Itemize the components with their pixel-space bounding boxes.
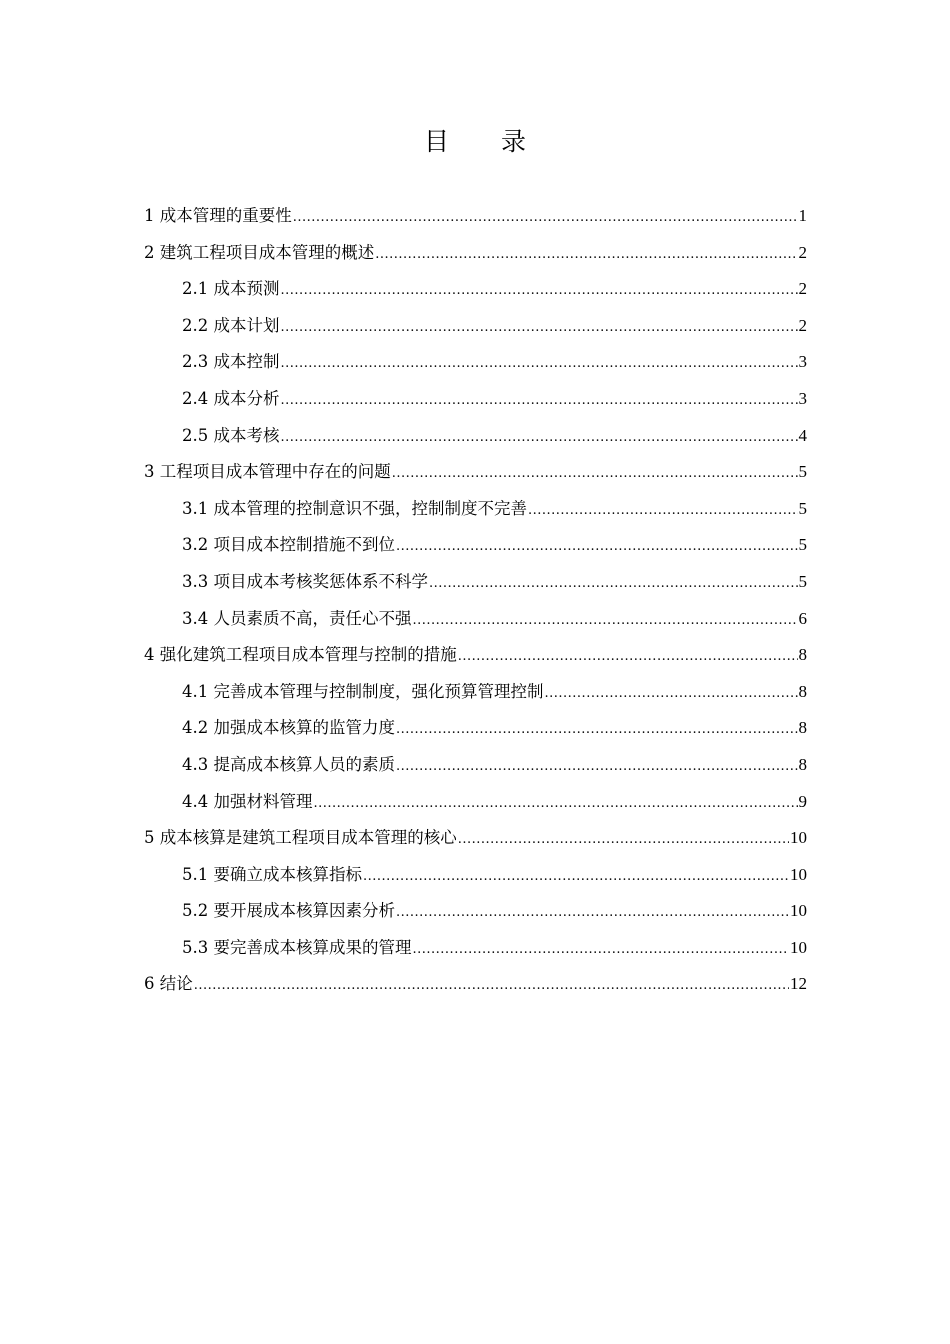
toc-entry[interactable]	[144, 784, 807, 821]
toc-entry-page-number: 10	[790, 937, 807, 957]
toc-entry-text: 4 强化建筑工程项目成本管理与控制的措施	[144, 645, 457, 665]
toc-entry-text: 2.5 成本考核	[182, 425, 280, 445]
toc-entry[interactable]	[144, 930, 807, 967]
toc-entry[interactable]	[144, 857, 807, 894]
toc-entry-page-number: 6	[798, 608, 807, 628]
toc-dot-leader	[375, 237, 797, 274]
toc-entry[interactable]	[144, 235, 807, 272]
toc-title: 目 录	[424, 127, 548, 156]
toc-entry-text: 3.1 成本管理的控制意识不强，控制制度不完善	[182, 498, 527, 518]
toc-dot-leader	[281, 273, 798, 310]
toc-dot-leader	[194, 968, 789, 1005]
toc-dot-leader	[363, 859, 789, 896]
toc-entry-page-number: 2	[798, 242, 807, 262]
toc-entry-text: 2 建筑工程项目成本管理的概述	[144, 242, 375, 262]
toc-entry-page-number: 2	[798, 315, 807, 335]
toc-entry-text: 4.1 完善成本管理与控制制度，强化预算管理控制	[182, 681, 544, 701]
toc-entry-text: 5 成本核算是建筑工程项目成本管理的核心	[144, 828, 457, 848]
toc-entry-text: 2.2 成本计划	[182, 315, 280, 335]
toc-entry-text: 3 工程项目成本管理中存在的问题	[144, 462, 391, 482]
toc-entry-page-number: 8	[798, 645, 807, 665]
toc-dot-leader	[429, 566, 798, 603]
toc-dot-leader	[281, 383, 798, 420]
toc-entry[interactable]	[144, 710, 807, 747]
toc-entry-text: 4.4 加强材料管理	[182, 791, 313, 811]
toc-dot-leader	[396, 712, 798, 749]
toc-dot-leader	[396, 749, 798, 786]
toc-entry-page-number: 2	[798, 279, 807, 299]
toc-entry-page-number: 8	[798, 681, 807, 701]
toc-entry-text: 3.3 项目成本考核奖惩体系不科学	[182, 571, 428, 591]
toc-entry[interactable]	[144, 747, 807, 784]
toc-dot-leader	[314, 786, 798, 823]
toc-entry-page-number: 12	[790, 974, 807, 994]
toc-entry-page-number: 3	[798, 388, 807, 408]
toc-entry-page-number: 5	[798, 498, 807, 518]
toc-entry[interactable]	[144, 893, 807, 930]
toc-entry[interactable]	[144, 820, 807, 857]
toc-entry-page-number: 8	[798, 718, 807, 738]
toc-entry-page-number: 10	[790, 901, 807, 921]
toc-entry[interactable]	[144, 527, 807, 564]
toc-entry-page-number: 4	[798, 425, 807, 445]
toc-entry-text: 2.1 成本预测	[182, 279, 280, 299]
table-of-contents	[144, 198, 807, 1003]
toc-entry-page-number: 10	[790, 864, 807, 884]
toc-entry[interactable]	[144, 198, 807, 235]
toc-entry-text: 5.2 要开展成本核算因素分析	[182, 901, 395, 921]
toc-dot-leader	[528, 493, 798, 530]
toc-entry[interactable]	[144, 637, 807, 674]
toc-dot-leader	[458, 822, 789, 859]
toc-entry[interactable]	[144, 344, 807, 381]
toc-dot-leader	[396, 895, 789, 932]
toc-entry-text: 4.2 加强成本核算的监管力度	[182, 718, 395, 738]
toc-entry-text: 5.1 要确立成本核算指标	[182, 864, 362, 884]
toc-entry-page-number: 9	[798, 791, 807, 811]
toc-entry[interactable]	[144, 454, 807, 491]
toc-dot-leader	[413, 603, 798, 640]
toc-entry-page-number: 5	[798, 462, 807, 482]
toc-dot-leader	[281, 310, 798, 347]
toc-dot-leader	[281, 420, 798, 457]
toc-dot-leader	[293, 200, 798, 237]
toc-entry[interactable]	[144, 564, 807, 601]
toc-entry[interactable]	[144, 601, 807, 638]
toc-dot-leader	[281, 346, 798, 383]
toc-entry[interactable]	[144, 271, 807, 308]
toc-dot-leader	[458, 639, 798, 676]
toc-entry-page-number: 5	[798, 571, 807, 591]
toc-entry-text: 1 成本管理的重要性	[144, 206, 292, 225]
toc-entry-page-number: 8	[798, 754, 807, 774]
toc-entry-page-number: 5	[798, 535, 807, 555]
toc-entry[interactable]	[144, 381, 807, 418]
toc-entry[interactable]	[144, 674, 807, 711]
toc-entry-text: 5.3 要完善成本核算成果的管理	[182, 937, 412, 957]
toc-dot-leader	[392, 456, 798, 493]
toc-entry-text: 2.4 成本分析	[182, 388, 280, 408]
toc-entry[interactable]	[144, 308, 807, 345]
toc-entry[interactable]	[144, 418, 807, 455]
toc-dot-leader	[545, 676, 798, 713]
toc-entry-text: 4.3 提高成本核算人员的素质	[182, 754, 395, 774]
toc-entry[interactable]	[144, 491, 807, 528]
toc-entry-text: 3.2 项目成本控制措施不到位	[182, 535, 395, 555]
toc-entry-text: 3.4 人员素质不高，责任心不强	[182, 608, 412, 628]
toc-dot-leader	[396, 529, 798, 566]
toc-entry-page-number: 10	[790, 828, 807, 848]
toc-dot-leader	[413, 932, 790, 969]
toc-entry[interactable]	[144, 966, 807, 1003]
toc-entry-page-number: 3	[798, 352, 807, 372]
toc-entry-text: 6 结论	[144, 974, 193, 994]
toc-entry-text: 2.3 成本控制	[182, 352, 280, 372]
toc-entry-page-number: 1	[798, 206, 807, 225]
